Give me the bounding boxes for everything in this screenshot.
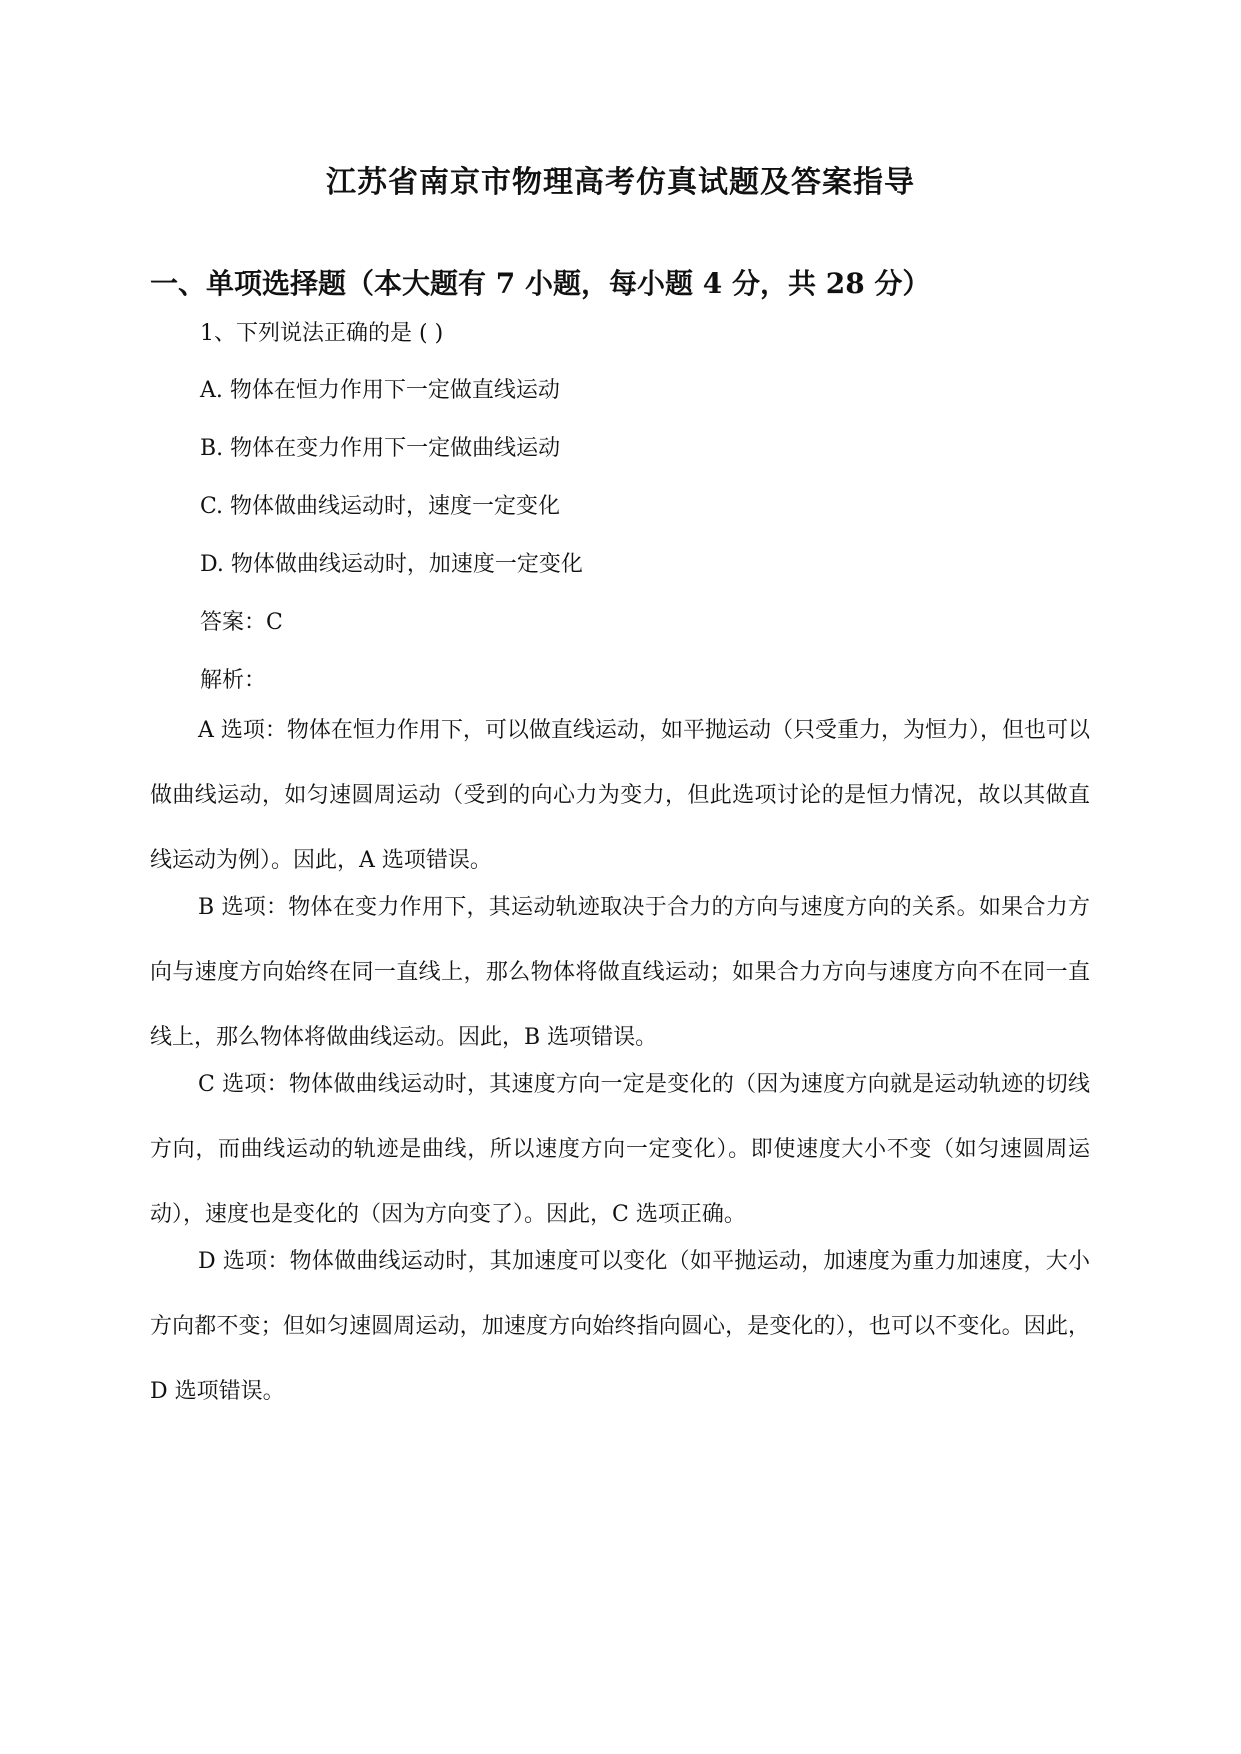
analysis-paragraph-b: B 选项：物体在变力作用下，其运动轨迹取决于合力的方向与速度方向的关系。如果合力方向与速度方向始终在同一直线上，那么物体将做直线运动；如果合力方向与速度方向不在同一直线上，那么物体将做曲线运动。因此，B 选项错误。 [150, 895, 1090, 1050]
option-b: B. 物体在变力作用下一定做曲线运动 [200, 436, 561, 461]
analysis-label: 解析： [200, 668, 267, 693]
question-stem: 1、下列说法正确的是 ( ) [200, 321, 444, 346]
answer-line: 答案：C [200, 610, 283, 635]
option-a: A. 物体在恒力作用下一定做直线运动 [200, 378, 560, 403]
analysis-paragraph-d: D 选项：物体做曲线运动时，其加速度可以变化（如平抛运动，加速度为重力加速度，大小方向都不变；但如匀速圆周运动，加速度方向始终指向圆心，是变化的），也可以不变化。因此，D 选项错误。 [150, 1249, 1090, 1404]
analysis-paragraph-a: A 选项：物体在恒力作用下，可以做直线运动，如平抛运动（只受重力，为恒力），但也可以做曲线运动，如匀速圆周运动（受到的向心力为变力，但此选项讨论的是恒力情况，故以其做直线运动为例）。因此，A 选项错误。 [150, 718, 1090, 873]
option-c: C. 物体做曲线运动时，速度一定变化 [200, 494, 561, 519]
section-heading: 一、单项选择题（本大题有 7 小题，每小题 4 分，共 28 分） [150, 267, 931, 300]
option-d: D. 物体做曲线运动时，加速度一定变化 [200, 552, 583, 577]
analysis-paragraph-c: C 选项：物体做曲线运动时，其速度方向一定是变化的（因为速度方向就是运动轨迹的切线方向，而曲线运动的轨迹是曲线，所以速度方向一定变化）。即使速度大小不变（如匀速圆周运动），速度也是变化的（因为方向变了）。因此，C 选项正确。 [150, 1072, 1090, 1227]
document-title: 江苏省南京市物理高考仿真试题及答案指导 [326, 165, 915, 200]
